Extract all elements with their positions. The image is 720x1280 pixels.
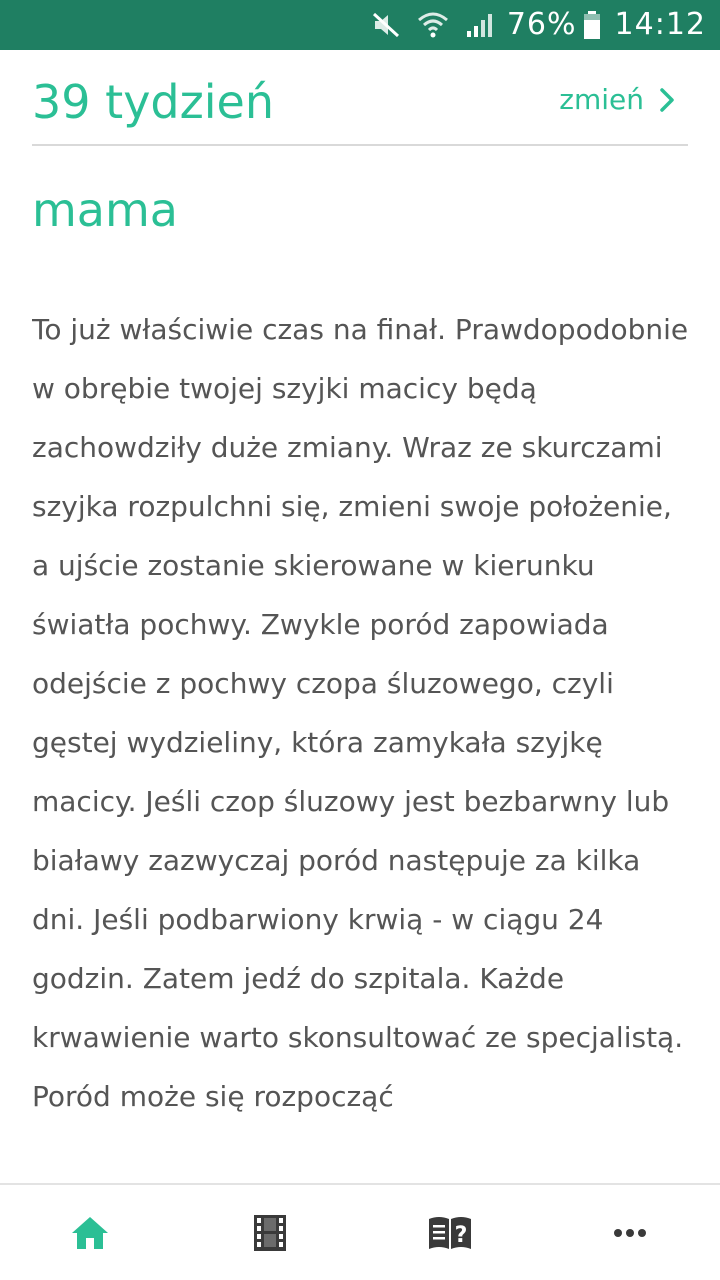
clock: 14:12	[614, 7, 706, 42]
nav-videos[interactable]	[210, 1185, 330, 1280]
change-week-label: zmień	[559, 83, 644, 116]
bottom-navigation	[0, 1183, 720, 1280]
more-icon	[613, 1228, 647, 1238]
svg-text:?: ?	[454, 1222, 468, 1248]
week-title: 39 tydzień	[32, 75, 274, 129]
week-header	[32, 50, 688, 146]
nav-more[interactable]	[570, 1185, 690, 1280]
nav-questions[interactable]	[390, 1185, 510, 1280]
status-bar	[0, 0, 720, 50]
change-week-button[interactable]	[559, 80, 674, 120]
mute-icon	[371, 0, 401, 50]
section-title: mama	[32, 183, 178, 237]
signal-icon	[465, 0, 493, 50]
battery-icon	[583, 0, 601, 50]
battery-level: 76%	[506, 7, 577, 42]
wifi-icon	[417, 0, 449, 50]
chevron-right-icon	[660, 88, 674, 112]
article-text: To już właściwie czas na finał. Prawdopodobnie w obrębie twojej szyjki macicy będą zachowdziły duże zmiany. Wraz ze skurczami szyjka rozpulchni się, zmieni swoje położenie, a ujście zostanie skierowane w kierunku światła pochwy. Zwykle poród zapowiada odejście z pochwy czopa śluzowego, czyli gęstej wydzieliny, która zamykała szyjkę macicy. Jeśli czop śluzowy jest bezbarwny lub białawy zazwyczaj poród następuje za kilka dni. Jeśli podbarwiony krwią - w ciągu 24 godzin. Zatem jedź do szpitala. Każde krwawienie warto skonsultować ze specjalistą. Poród może się rozpocząć	[32, 313, 689, 1113]
nav-home[interactable]	[30, 1185, 150, 1280]
film-icon	[253, 1214, 287, 1252]
faq-book-icon	[427, 1215, 473, 1251]
home-icon	[70, 1215, 110, 1251]
article-content[interactable]	[32, 300, 692, 1184]
